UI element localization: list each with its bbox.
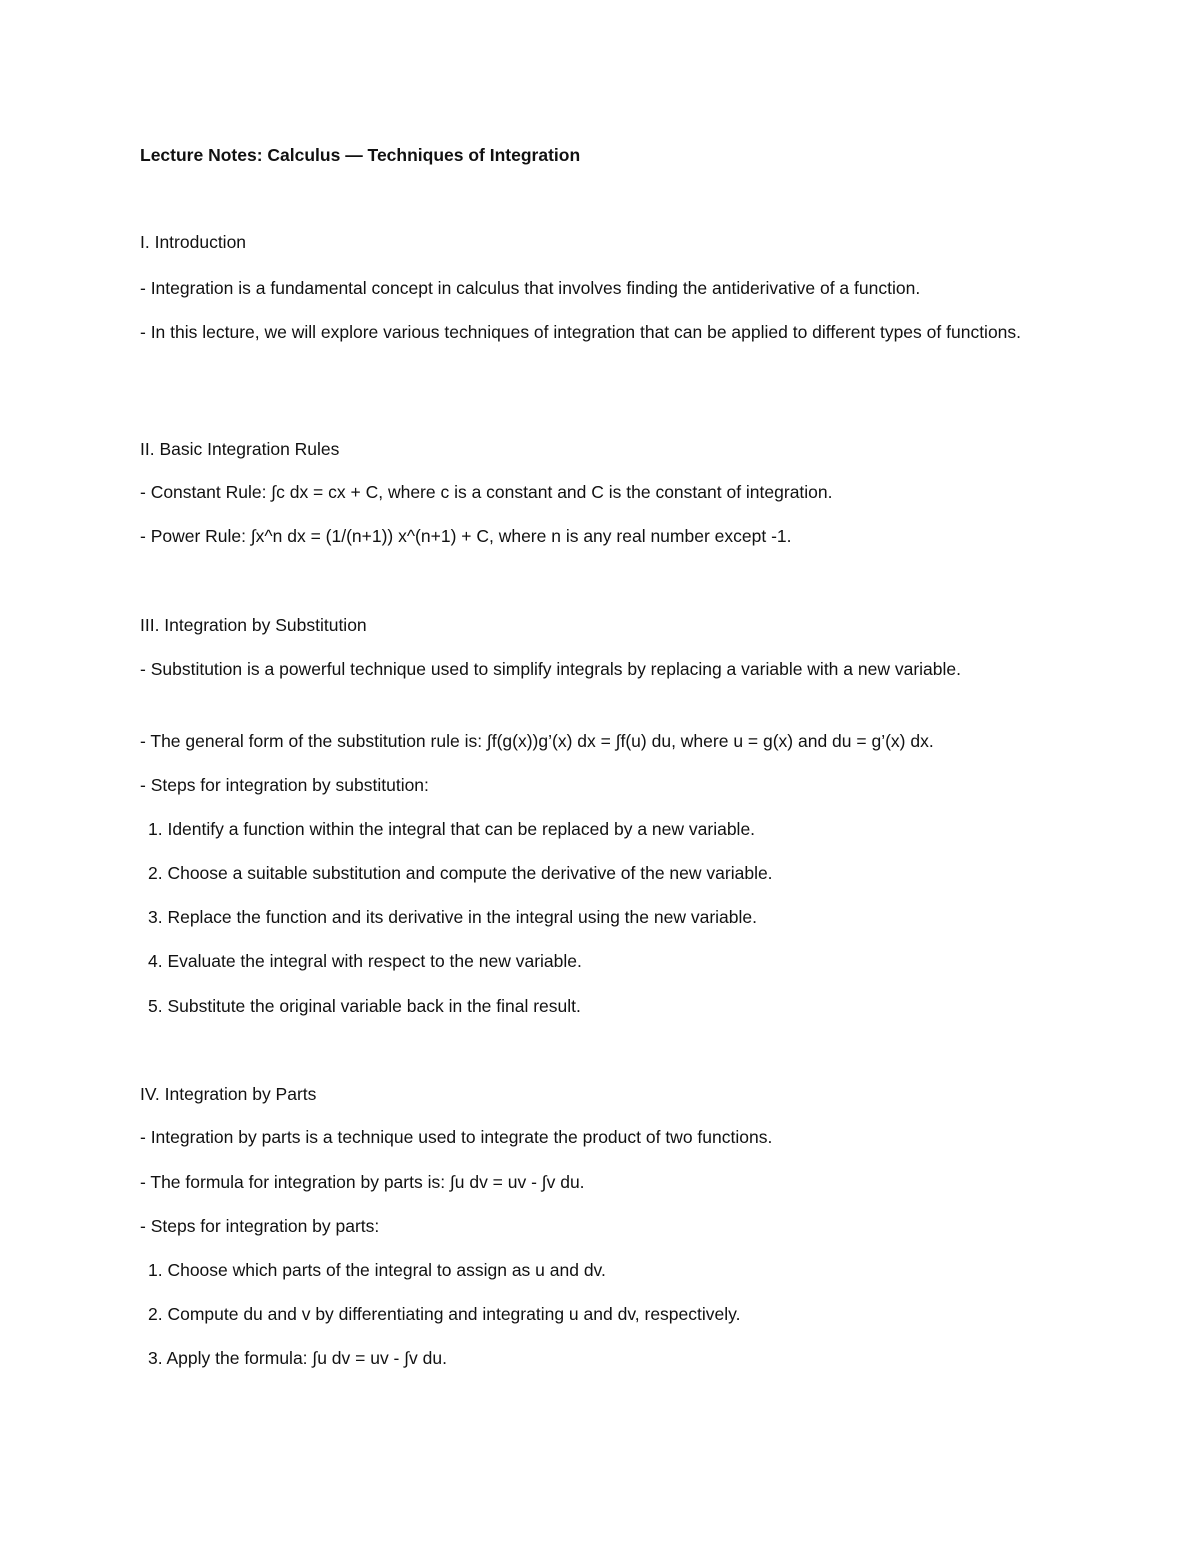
list-item: 1. Identify a function within the integral that can be replaced by a new variable. — [148, 819, 756, 839]
paragraph: - The general form of the substitution rule is: ∫f(g(x))g’(x) dx = ∫f(u) du, where u = g(x) and du = g’(x) dx. — [140, 731, 934, 751]
section-heading: II. Basic Integration Rules — [140, 439, 340, 459]
list-item: 3. Apply the formula: ∫u dv = uv - ∫v du. — [148, 1348, 447, 1368]
list-item: 1. Choose which parts of the integral to assign as u and dv. — [148, 1260, 606, 1280]
section-heading: I. Introduction — [140, 232, 247, 252]
paragraph: - Steps for integration by substitution: — [140, 775, 429, 795]
document-title: Lecture Notes: Calculus — Techniques of Integration — [140, 145, 581, 165]
paragraph: - Substitution is a powerful technique used to simplify integrals by replacing a variable with a new variable. — [140, 659, 961, 679]
paragraph: - In this lecture, we will explore various techniques of integration that can be applied to different types of functions. — [140, 322, 1022, 342]
paragraph: - Steps for integration by parts: — [140, 1216, 380, 1236]
paragraph: - The formula for integration by parts is: ∫u dv = uv - ∫v du. — [140, 1172, 585, 1192]
paragraph: - Integration by parts is a technique used to integrate the product of two functions. — [140, 1127, 773, 1147]
list-item: 3. Replace the function and its derivative in the integral using the new variable. — [148, 907, 757, 927]
paragraph: - Constant Rule: ∫c dx = cx + C, where c is a constant and C is the constant of integration. — [140, 482, 833, 502]
paragraph: - Integration is a fundamental concept in calculus that involves finding the antiderivative of a function. — [140, 278, 921, 298]
list-item: 5. Substitute the original variable back in the final result. — [148, 996, 581, 1016]
section-heading: IV. Integration by Parts — [140, 1084, 317, 1104]
list-item: 2. Choose a suitable substitution and compute the derivative of the new variable. — [148, 863, 773, 883]
list-item: 4. Evaluate the integral with respect to the new variable. — [148, 951, 582, 971]
list-item: 2. Compute du and v by differentiating and integrating u and dv, respectively. — [148, 1304, 741, 1324]
section-heading: III. Integration by Substitution — [140, 615, 367, 635]
paragraph: - Power Rule: ∫x^n dx = (1/(n+1)) x^(n+1) + C, where n is any real number except -1. — [140, 526, 792, 546]
